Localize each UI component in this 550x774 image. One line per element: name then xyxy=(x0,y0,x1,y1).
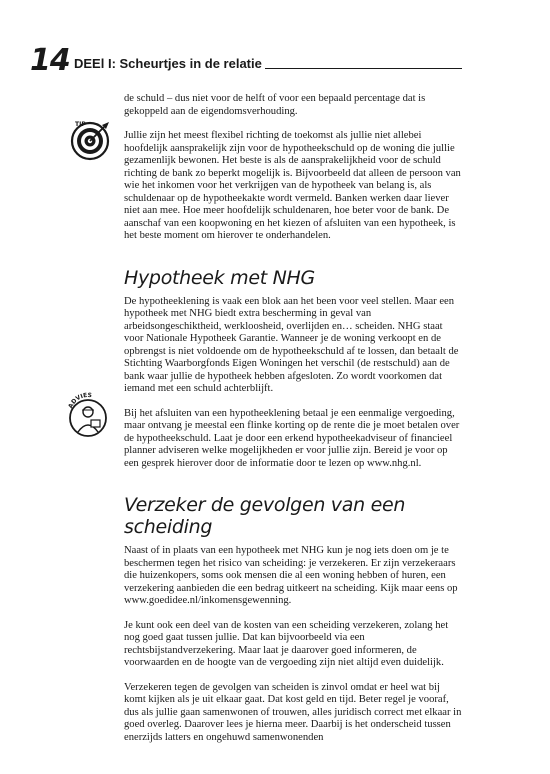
page-number: 14 xyxy=(30,43,70,78)
paragraph-tip: Jullie zijn het meest flexibel richting de toekomst als jullie niet allebei hoofdelijk aansprakelijk zijn voor de hypotheekschuld op de woning die jullie gezamenlijk bewonen. Het beste is als de aansprakelijkheid voor de schuld richting de bank zo beperkt mogelijk is. Bijvoorbeeld dat alleen de persoon van wie het inkomen voor het verkrijgen van de hypotheek van belang is, als schuldenaar op de hypotheekakte wordt vermeld. Banken werken daar liever niet aan mee. Hoe meer hoofdelijk schuldenaren, hoe beter voor de bank. De aanschaf van een koopwoning en het kiezen of afsluiten van een hypotheek, is het beste moment om hierover te onderhandelen. xyxy=(124,130,461,241)
paragraph: de schuld – dus niet voor de helft of voor een bepaald percentage dat is gekoppeld aan de eigendomsverhouding. xyxy=(124,93,426,117)
heading-hypotheek-nhg: Hypotheek met NHG xyxy=(124,266,315,289)
header-rule xyxy=(265,68,462,69)
advies-icon-label: ADVIES xyxy=(67,391,93,410)
advies-icon xyxy=(64,390,112,442)
body-text xyxy=(124,93,462,744)
part-title: DEEl I: Scheurtjes in de relatie xyxy=(74,56,262,71)
paragraph: De hypotheeklening is vaak een blok aan het been voor veel stellen. Maar een hypotheek met NHG biedt extra bescherming in geval van arbeidsongeschiktheid, werkloosheid, overlijden en… scheiden. NHG staat voor Nationale Hypotheek Garantie. Wanneer je de woning verkoopt en de opbrengst is niet voldoende om de hypotheekschuld af te lossen, dan betaalt de Stichting Waarborgfonds Eigen Woningen het verschil (de restschuld) aan de bank waar jullie de hypotheek hebben afgesloten. Zo wordt voorkomen dat iemand met een schuld achterblijft. xyxy=(124,295,459,394)
paragraph-advies: Bij het afsluiten van een hypotheeklening betaal je een eenmalige vergoeding, maar ontvang je meestal een flinke korting op de rente die je moet betalen over de hypotheekschuld. Laat je door een erkend hypotheekadviseur of financieel planner adviseren welke mogelijkheden er voor jullie zijn. Bereid je voor op een gesprek hierover door de informatie door te lezen op www.nhg.nl. xyxy=(124,407,460,469)
paragraph: Verzekeren tegen de gevolgen van scheiden is zinvol omdat er heel wat bij komt kijken als je uit elkaar gaat. Dat kost geld en tijd. Beter regel je vooraf, dus als jullie gaan samenwonen of trouwen, alles juridisch correct met elkaar in goed overleg. Daarover lees je hierna meer. Daarbij is het onderscheid tussen enerzijds latters en ongehuwd samenwonenden xyxy=(124,681,462,743)
paragraph: Je kunt ook een deel van de kosten van een scheiding verzekeren, zolang het nog goed gaat tussen jullie. Dat kan bijvoorbeeld via een rechtsbijstandverzekering. Maar laat je daarover goed informeren, de voorwaarden en de hoogte van de vergoeding zijn niet altijd even duidelijk. xyxy=(124,619,449,668)
paragraph: Naast of in plaats van een hypotheek met NHG kun je nog iets doen om je te beschermen tegen het risico van scheiding: je verzekeren. Er zijn verzekeraars die huizenkopers, soms ook mensen die al een woning hebben of huren, een verzekering aanbieden die een bedrag uitkeert na scheiding. Kijk maar eens op www.goedidee.nl/inkomensgewenning. xyxy=(124,545,458,606)
heading-verzeker-scheiding: Verzeker de gevolgen van een scheiding xyxy=(124,494,406,538)
tip-icon-label: TIP xyxy=(75,121,86,128)
tip-target-icon xyxy=(68,118,112,162)
running-head xyxy=(74,56,462,72)
